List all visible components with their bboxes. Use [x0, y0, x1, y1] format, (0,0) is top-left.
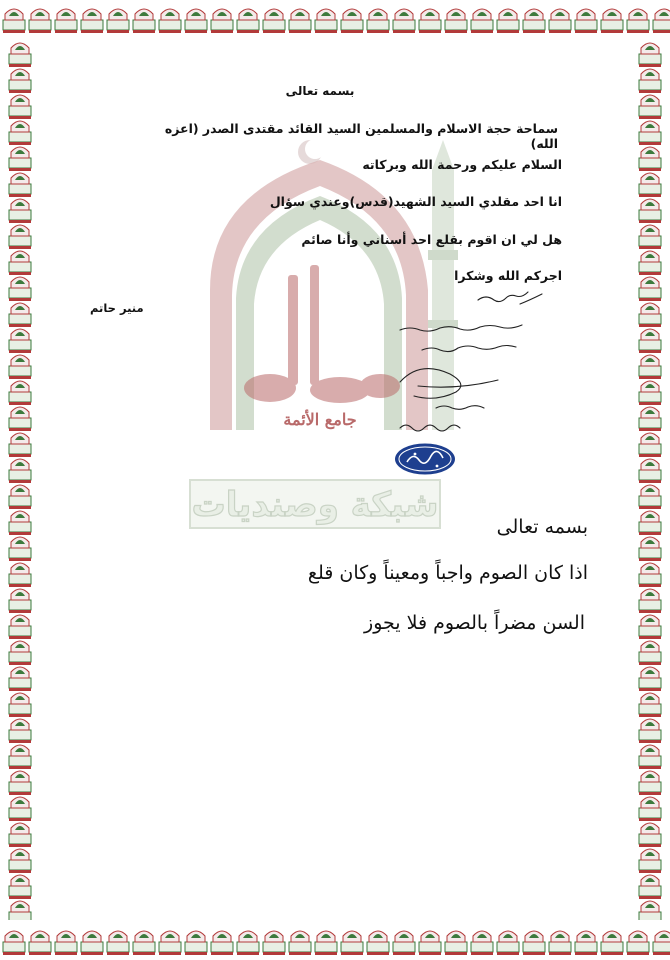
border-ornament-tile	[445, 9, 467, 33]
border-ornament-tile	[639, 459, 661, 483]
border-ornament-tile	[639, 485, 661, 509]
border-ornament-tile	[9, 199, 31, 223]
border-ornament-tile	[639, 563, 661, 587]
border-ornament-tile	[81, 931, 103, 955]
border-ornament-tile	[9, 719, 31, 743]
border-ornament-tile	[133, 9, 155, 33]
border-ornament-tile	[9, 485, 31, 509]
border-ornament-tile	[639, 173, 661, 197]
border-ornament-tile	[159, 9, 181, 33]
border-ornament-tile	[639, 797, 661, 821]
border-ornament-tile	[133, 931, 155, 955]
border-ornament-tile	[639, 199, 661, 223]
border-ornament-tile	[639, 823, 661, 847]
border-ornament-tile	[211, 9, 233, 33]
border-ornament-tile	[9, 745, 31, 769]
border-ornament-tile	[9, 589, 31, 613]
letter-addressee: سماحة حجة الاسلام والمسلمين السيد القائد مقتدى الصدر (اعزه الله)	[164, 121, 558, 151]
border-ornament-tile	[639, 303, 661, 327]
border-ornament-tile	[549, 931, 571, 955]
border-ornament-tile	[575, 9, 597, 33]
border-ornament-tile	[9, 641, 31, 665]
border-ornament-tile	[9, 43, 31, 67]
border-ornament-tile	[159, 931, 181, 955]
border-ornament-tile	[639, 667, 661, 691]
border-ornament-tile	[55, 931, 77, 955]
border-ornament-tile	[471, 9, 493, 33]
ornamental-border-bottom	[0, 920, 670, 960]
border-ornament-tile	[9, 121, 31, 145]
border-ornament-tile	[211, 931, 233, 955]
border-ornament-tile	[639, 875, 661, 899]
border-ornament-tile	[367, 9, 389, 33]
reply-line-2: السن مضراً بالصوم فلا يجوز	[364, 612, 585, 634]
border-ornament-tile	[9, 563, 31, 587]
border-ornament-tile	[9, 615, 31, 639]
border-ornament-tile	[497, 931, 519, 955]
border-ornament-tile	[263, 931, 285, 955]
border-ornament-tile	[639, 121, 661, 145]
reply-basmala: بسمه تعالى	[496, 516, 588, 538]
border-ornament-tile	[639, 641, 661, 665]
border-ornament-tile	[639, 719, 661, 743]
letter-basmala: بسمه تعالى	[285, 84, 355, 98]
ornamental-border-right	[630, 40, 670, 920]
border-ornament-tile	[9, 173, 31, 197]
border-ornament-tile	[523, 9, 545, 33]
border-ornament-tile	[81, 9, 103, 33]
border-ornament-tile	[575, 931, 597, 955]
border-ornament-tile	[601, 931, 623, 955]
border-ornament-tile	[9, 381, 31, 405]
border-ornament-tile	[9, 407, 31, 431]
border-ornament-tile	[185, 9, 207, 33]
border-ornament-tile	[9, 797, 31, 821]
border-ornament-tile	[9, 329, 31, 353]
handwritten-reply-signature	[360, 282, 560, 442]
border-ornament-tile	[9, 147, 31, 171]
border-ornament-tile	[9, 537, 31, 561]
border-ornament-tile	[639, 407, 661, 431]
watermark-logo-text: جامع الأئمة	[283, 410, 357, 429]
border-ornament-tile	[29, 931, 51, 955]
border-ornament-tile	[263, 9, 285, 33]
border-ornament-tile	[3, 931, 25, 955]
border-ornament-tile	[639, 147, 661, 171]
border-ornament-tile	[9, 303, 31, 327]
letter-greeting: السلام عليكم ورحمة الله وبركاته	[362, 157, 562, 172]
border-ornament-tile	[639, 589, 661, 613]
border-ornament-tile	[419, 931, 441, 955]
border-ornament-tile	[639, 615, 661, 639]
border-ornament-tile	[9, 69, 31, 93]
border-ornament-tile	[237, 931, 259, 955]
border-ornament-tile	[9, 251, 31, 275]
letter-question: هل لي ان اقوم بقلع احد أسناني وأنا صائم	[301, 232, 562, 247]
border-ornament-tile	[639, 433, 661, 457]
border-ornament-tile	[639, 537, 661, 561]
border-ornament-tile	[9, 459, 31, 483]
sender-name: منير حاتم	[90, 301, 144, 315]
ornamental-border-left	[0, 40, 40, 920]
reply-line-1: اذا كان الصوم واجباً ومعيناً وكان قلع	[307, 562, 588, 584]
border-ornament-tile	[445, 931, 467, 955]
border-ornament-tile	[9, 771, 31, 795]
border-ornament-tile	[639, 901, 661, 920]
border-ornament-tile	[315, 9, 337, 33]
border-ornament-tile	[289, 931, 311, 955]
border-ornament-tile	[289, 9, 311, 33]
border-ornament-tile	[393, 931, 415, 955]
border-ornament-tile	[9, 693, 31, 717]
border-ornament-tile	[639, 251, 661, 275]
border-ornament-tile	[639, 771, 661, 795]
border-ornament-tile	[107, 9, 129, 33]
border-ornament-tile	[367, 931, 389, 955]
border-ornament-tile	[497, 9, 519, 33]
office-stamp	[393, 442, 457, 476]
border-ornament-tile	[107, 931, 129, 955]
border-ornament-tile	[639, 43, 661, 67]
border-ornament-tile	[627, 9, 649, 33]
watermark-banner-text: شبكة وصنديات	[191, 485, 439, 525]
border-ornament-tile	[9, 823, 31, 847]
border-ornament-tile	[639, 849, 661, 873]
border-ornament-tile	[9, 225, 31, 249]
border-ornament-tile	[639, 355, 661, 379]
border-ornament-tile	[471, 931, 493, 955]
border-ornament-tile	[653, 9, 670, 33]
border-ornament-tile	[3, 9, 25, 33]
border-ornament-tile	[9, 875, 31, 899]
border-ornament-tile	[601, 9, 623, 33]
ornamental-border-top	[0, 0, 670, 40]
border-ornament-tile	[341, 931, 363, 955]
border-ornament-tile	[9, 901, 31, 920]
border-ornament-tile	[237, 9, 259, 33]
border-ornament-tile	[29, 9, 51, 33]
border-ornament-tile	[393, 9, 415, 33]
border-ornament-tile	[9, 511, 31, 535]
border-ornament-tile	[419, 9, 441, 33]
border-ornament-tile	[639, 745, 661, 769]
border-ornament-tile	[639, 277, 661, 301]
border-ornament-tile	[639, 381, 661, 405]
border-ornament-tile	[549, 9, 571, 33]
border-ornament-tile	[639, 693, 661, 717]
border-ornament-tile	[653, 931, 670, 955]
border-ornament-tile	[639, 225, 661, 249]
border-ornament-tile	[55, 9, 77, 33]
border-ornament-tile	[627, 931, 649, 955]
border-ornament-tile	[9, 95, 31, 119]
border-ornament-tile	[639, 329, 661, 353]
border-ornament-tile	[639, 95, 661, 119]
border-ornament-tile	[523, 931, 545, 955]
border-ornament-tile	[315, 931, 337, 955]
border-ornament-tile	[9, 849, 31, 873]
letter-introduction: انا احد مقلدي السيد الشهيد(قدس)وعندي سؤال	[269, 194, 562, 209]
border-ornament-tile	[9, 433, 31, 457]
border-ornament-tile	[639, 511, 661, 535]
letter-thanks: اجركم الله وشكرا	[454, 268, 562, 283]
border-ornament-tile	[185, 931, 207, 955]
border-ornament-tile	[341, 9, 363, 33]
border-ornament-tile	[9, 355, 31, 379]
border-ornament-tile	[9, 667, 31, 691]
border-ornament-tile	[639, 69, 661, 93]
border-ornament-tile	[9, 277, 31, 301]
